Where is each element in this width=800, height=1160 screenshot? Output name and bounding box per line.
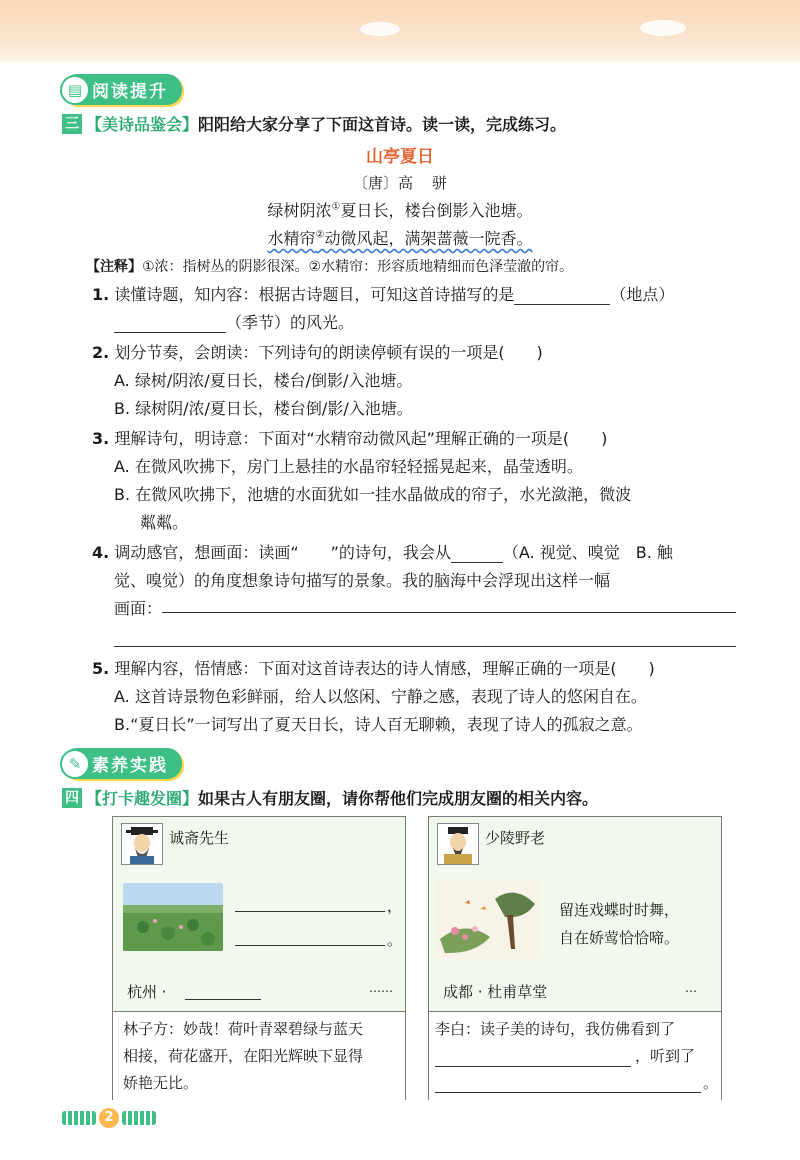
item-4-cont: 觉、嗅觉）的角度想象诗句描写的景象。我的脑海中会浮现出这样一幅: [114, 571, 611, 590]
page-number-badge: [62, 1108, 156, 1128]
book-icon: ▤: [60, 75, 90, 105]
poem-author: [0, 172, 800, 193]
item-text: ”的诗句，我会从: [330, 543, 451, 562]
comment-line: 相接，荷花盛开，在阳光辉映下显得: [123, 1047, 364, 1065]
answer-line[interactable]: [235, 945, 385, 946]
cloud-decoration: [640, 20, 686, 36]
answer-line[interactable]: [162, 612, 736, 613]
comment-line: 。: [703, 1074, 719, 1092]
poem-line-2: [0, 226, 800, 249]
annotation-text: ①浓：指树丛的阴影很深。②水精帘：形容质地精细而色泽莹澈的帘。: [142, 259, 574, 275]
option-5B[interactable]: B.“夏日长”一词写出了夏天日长，诗人百无聊赖，表现了诗人的孤寂之意。: [114, 715, 643, 734]
footnote-mark: ②: [315, 229, 325, 241]
poem-text: 绿树阴浓: [267, 201, 332, 220]
user-name: 少陵野老: [485, 829, 546, 847]
annotation-label: 【注释】: [86, 259, 142, 275]
item-5: [92, 656, 655, 679]
item-text: 理解内容，悟情感：下面对这首诗表达的诗人情感，理解正确的一项是( ): [114, 659, 655, 678]
option-3B-cont: 粼粼。: [140, 513, 189, 532]
moments-card-chengzhai: [112, 816, 406, 1100]
question-tag: 【打卡趣发圈】: [86, 789, 199, 808]
section-title-reading: [62, 74, 182, 104]
lotus-pond-photo: [123, 883, 223, 951]
pencil-icon: ✎: [60, 749, 90, 779]
item-2: [92, 340, 543, 363]
option-2A[interactable]: A. 绿树/阴浓/夏日长，楼台/倒影/入池塘。: [114, 371, 413, 390]
more-dots: ……: [369, 981, 393, 995]
user-name: 诚斋先生: [169, 829, 230, 847]
comment-line: 娇艳无比。: [123, 1074, 199, 1092]
question-number: 四: [62, 788, 82, 808]
option-3B[interactable]: B. 在微风吹拂下，池塘的水面犹如一挂水晶做成的帘子，水光潋滟，微波: [114, 485, 632, 504]
item-3: [92, 426, 607, 449]
answer-blank-sense[interactable]: [451, 544, 503, 563]
item-text: （A. 视觉、嗅觉 B. 触: [502, 543, 673, 562]
option-3A[interactable]: A. 在微风吹拂下，房门上悬挂的水晶帘轻轻摇晃起来，晶莹透明。: [114, 457, 583, 476]
item-number: 1.: [92, 285, 110, 304]
wavy-mark-sample: [299, 545, 331, 563]
garden-painting: [435, 879, 539, 959]
location-blank[interactable]: [185, 999, 261, 1000]
comment-line: 林子方：妙哉！荷叶青翠碧绿与蓝天: [123, 1020, 364, 1038]
item-text: 理解诗句，明诗意：下面对“水精帘动微风起”理解正确的一项是( ): [114, 429, 608, 448]
answer-blank-place[interactable]: [514, 286, 610, 305]
punct: ，: [387, 897, 403, 915]
answer-blank-season[interactable]: [114, 314, 226, 333]
comment-line: 李白：读子美的诗句，我仿佛看到了: [435, 1020, 676, 1038]
option-2B[interactable]: B. 绿树阴/浓/夏日长，楼台倒/影/入池塘。: [114, 399, 413, 418]
answer-line[interactable]: [435, 1066, 631, 1067]
location-label: 杭州 ·: [127, 983, 167, 1001]
option-5A[interactable]: A. 这首诗景物色彩鲜丽，给人以悠闲、宁静之感，表现了诗人的悠闲自在。: [114, 687, 647, 706]
section-title-practice: [62, 748, 182, 778]
page-deco-right: [122, 1111, 156, 1125]
author-name: 骈: [432, 174, 448, 192]
item-text: 调动感官，想画面：读画“: [114, 543, 299, 562]
item-4: [92, 540, 673, 563]
question-intro: 如果古人有朋友圈，请你帮他们完成朋友圈的相关内容。: [198, 789, 599, 808]
punct: 。: [387, 931, 403, 949]
footnote-mark: ①: [331, 201, 341, 213]
section-title-text: 阅读提升: [62, 74, 182, 105]
answer-line[interactable]: [235, 911, 385, 912]
page-deco-left: [62, 1111, 96, 1125]
answer-line[interactable]: [435, 1092, 701, 1093]
moments-card-shaoling: [428, 816, 722, 1100]
item-text: （地点）: [610, 285, 675, 304]
more-dots: …: [685, 981, 697, 995]
item-number: 5.: [92, 659, 110, 678]
poem-text: 水精帘: [267, 229, 316, 248]
answer-line[interactable]: [114, 646, 736, 647]
question-4-header: [62, 786, 598, 809]
location-label: 成都 · 杜甫草堂: [443, 983, 548, 1001]
question-3-header: [62, 112, 566, 135]
verse-line: 留连戏蝶时时舞，: [559, 901, 680, 919]
poem-wavy-text: [268, 229, 533, 248]
page-number: 2: [99, 1108, 119, 1128]
verse-line: 自在娇莺恰恰啼。: [559, 929, 680, 947]
poem-line-1: [0, 198, 800, 221]
poem-text: 夏日长，楼台倒影入池塘。: [340, 201, 533, 220]
question-tag: 【美诗品鉴会】: [86, 115, 199, 134]
question-intro: 阳阳给大家分享了下面这首诗。读一读，完成练习。: [198, 115, 567, 134]
author-dynasty-surname: 〔唐〕高: [352, 174, 413, 192]
comment-line: ，听到了: [635, 1047, 696, 1065]
poem-title: 山亭夏日: [366, 147, 434, 167]
item-text: （季节）的风光。: [226, 313, 355, 332]
item-text: 划分节奏，会朗读：下列诗句的朗读停顿有误的一项是( ): [114, 343, 543, 362]
poem-text: 动微风起，满架蔷薇一院香。: [324, 229, 533, 248]
item-4-cont2: 画面：: [114, 599, 163, 618]
item-text: 读懂诗题，知内容：根据古诗题目，可知这首诗描写的是: [114, 285, 515, 304]
section-title-text: 素养实践: [62, 748, 182, 779]
avatar: [121, 823, 163, 865]
comment-area: [113, 1011, 405, 1100]
comment-area: [429, 1011, 721, 1100]
question-number: 三: [62, 114, 82, 134]
annotation: [86, 256, 573, 276]
item-1-cont: [114, 310, 354, 333]
item-number: 3.: [92, 429, 110, 448]
item-number: 2.: [92, 343, 110, 362]
avatar: [437, 823, 479, 865]
cloud-decoration: [360, 22, 400, 36]
item-number: 4.: [92, 543, 110, 562]
item-1: [92, 282, 674, 305]
